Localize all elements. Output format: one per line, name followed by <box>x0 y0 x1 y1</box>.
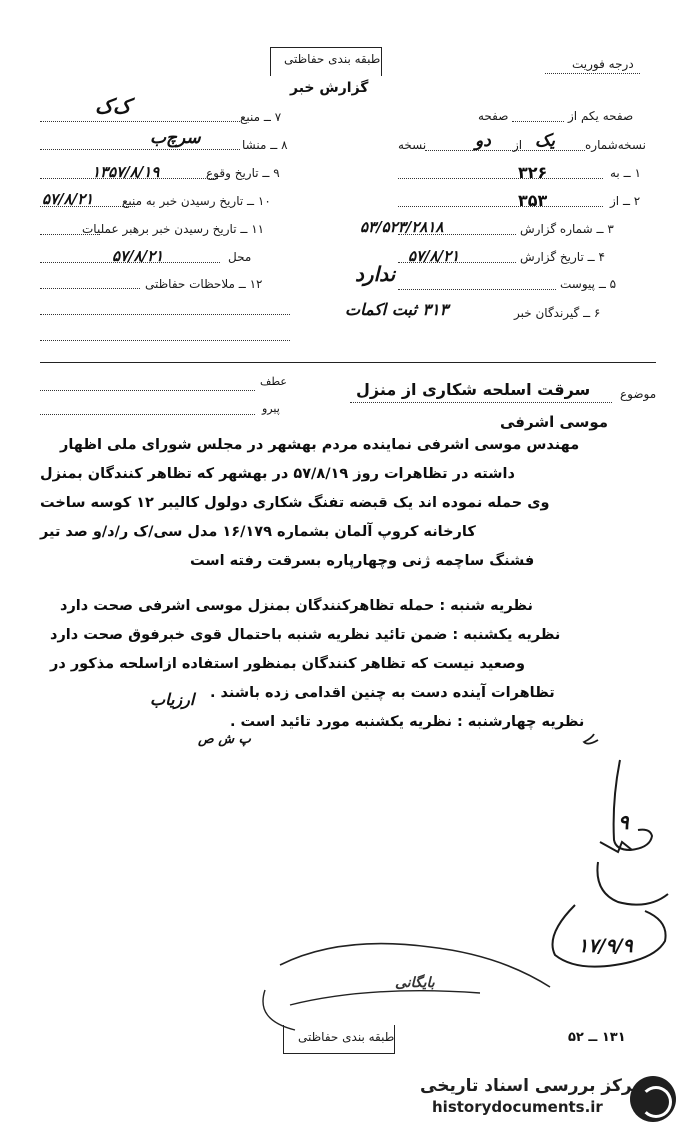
subject-person: موسی اشرفی <box>500 413 609 431</box>
classification-label-bottom: طبقه بندی حفاظتی <box>298 1030 395 1044</box>
body-line: فشنگ ساچمه ژنی وچهارپاره بسرقت رفته است <box>190 553 535 569</box>
body-line: داشته در تظاهرات روز ۵۷/۸/۱۹ در بهشهر که تظاهر کنندگان بمنزل <box>40 466 515 482</box>
body-line: وی حمله نموده اند یک قبضه تفنگ شکاری دولول کالیبر ۱۲ کوسه ساخت <box>40 495 550 511</box>
theory-line: وصعید نیست که تظاهر کنندگان بمنظور استفاده ازاسلحه مذکور در <box>50 656 526 672</box>
signer-note: پ ش ص <box>198 732 251 747</box>
form-code: ۱۳۱ ــ ۵۲ <box>568 1030 626 1045</box>
body-line: مهندس موسی اشرفی نماینده مردم بهشهر در مجلس شورای ملی اظهار <box>60 437 580 453</box>
urgency-label: درجه فوریت <box>572 57 634 71</box>
reference-atf-label: عطف <box>260 375 287 388</box>
theory-line: نظریه یکشنبه : ضمن تائید نظریه شنبه باحتمال قوی خبرفوق صحت دارد <box>50 627 561 643</box>
watermark-name: مرکز بررسی اسناد تاریخی <box>420 1076 643 1096</box>
reference-peyro-label: پیرو <box>262 402 280 415</box>
watermark-url: historydocuments.ir <box>432 1098 603 1116</box>
side-mark: ۹ <box>618 810 629 834</box>
subject-value: سرقت اسلحه شکاری از منزل <box>356 380 591 399</box>
theory-line: نظریه شنبه : حمله تظاهرکنندگان بمنزل موسی اشرفی صحت دارد <box>60 598 533 614</box>
theory-line: نظریه چهارشنبه : نظریه یکشنبه مورد تائید است . <box>230 714 585 730</box>
form-title: گزارش خبر <box>290 80 369 96</box>
watermark-logo-ring <box>640 1086 672 1118</box>
subject-label: موضوع <box>620 387 657 401</box>
margin-note: ارزیاب <box>150 690 195 709</box>
body-line: کارخانه کروپ آلمان بشماره ۱۶/۱۷۹ مدل سی/ک ر/د/و صد تیر <box>40 524 476 540</box>
circled-number: ۱۷/۹/۹ <box>578 935 633 957</box>
theory-line: تظاهرات آینده دست به چنین اقدامی زده باشند . <box>210 685 555 701</box>
scribble-note: بایگانی <box>395 975 435 991</box>
classification-label-top: طبقه بندی حفاظتی <box>284 52 381 66</box>
